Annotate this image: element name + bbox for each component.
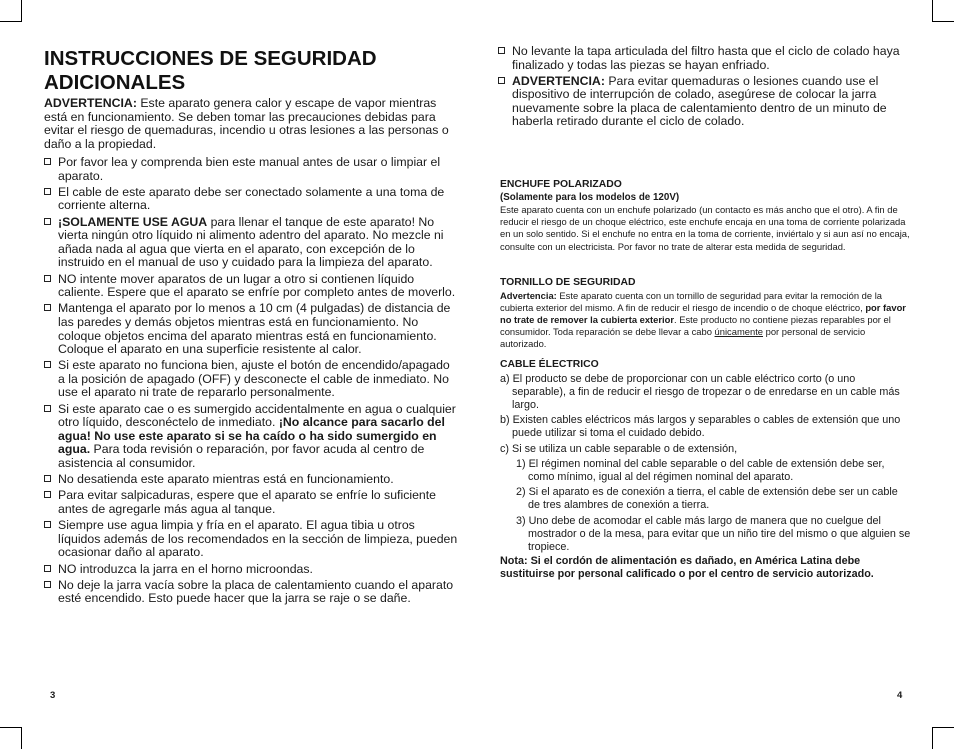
crop-mark: [932, 0, 933, 22]
crop-mark: [21, 728, 22, 749]
cord-item-c: c) Si se utiliza un cable separable o de extensión,: [500, 442, 738, 455]
safety-list-continued: [498, 45, 914, 132]
checkbox-icon: [44, 158, 51, 165]
section-heading: ENCHUFE POLARIZADO: [500, 179, 622, 190]
list-item: NO introduzca la jarra en el horno microondas.: [44, 563, 458, 577]
checkbox-icon: [44, 275, 51, 282]
section-heading: TORNILLO DE SEGURIDAD: [500, 277, 636, 288]
crop-mark: [932, 728, 933, 749]
crop-mark: [0, 21, 22, 22]
crop-mark: [0, 727, 22, 728]
list-item: Mantenga el aparato por lo menos a 10 cm (4 pulgadas) de distancia de las paredes y demás objetos mientras está en funcionamiento. No coloque objetos encima del aparato mientras está en funcionamiento. Coloque el aparato en una superficie resistente al calor.: [44, 302, 458, 356]
checkbox-icon: [44, 581, 51, 588]
section-text: Advertencia: Este aparato cuenta con un tornillo de seguridad para evitar la remoción de la cubierta exterior del mismo. A fin de reducir el riesgo de incendio o de choque eléctrico, por favor no trate de remover la cubierta exterior. Este producto no contiene piezas reparables por el consumidor. Toda reparación se debe llevar a cabo únicamente por personal de servicio autorizado.: [500, 289, 906, 350]
list-item: Si este aparato cae o es sumergido accidentalmente en agua o cualquier otro líquido, desconéctelo de inmediato. ¡No alcance para sacarlo del agua! No use este aparato si se ha caído o ha sido sumergido en agua. Para toda revisión o reparación, por favor acuda al centro de asistencia al consumidor.: [44, 403, 458, 471]
safety-screw-section: [500, 277, 912, 351]
page-number-right: 4: [897, 690, 903, 701]
checkbox-icon: [44, 521, 51, 528]
list-item: No deje la jarra vacía sobre la placa de calentamiento cuando el aparato esté encendido. Esto puede hacer que la jarra se raje o se dañe.: [44, 579, 458, 606]
checkbox-icon: [44, 405, 51, 412]
warning-label: ADVERTENCIA:: [44, 96, 137, 110]
electric-cord-section: [500, 359, 912, 582]
safety-list: [44, 156, 458, 609]
section-text: Este aparato cuenta con un enchufe polarizado (un contacto es más ancho que el otro). A fin de reducir el riesgo de un choque eléctrico, este enchufe encaja en una toma de corriente polarizada en un solo sentido. Si el enchufe no entra en la toma de corriente, inviértalo y si aun así no encaja, consulte con un electricista. Por favor no trate de alterar esta medida de seguridad.: [500, 204, 910, 252]
polarized-plug-section: [500, 179, 912, 253]
checkbox-icon: [44, 361, 51, 368]
list-item: Por favor lea y comprenda bien este manual antes de usar o limpiar el aparato.: [44, 156, 458, 183]
cord-item-b: b) Existen cables eléctricos más largos y separables o cables de extensión que uno puede utilizar si toma el cuidado debido.: [500, 414, 901, 440]
list-item: El cable de este aparato debe ser conectado solamente a una toma de corriente alterna.: [44, 186, 458, 213]
cord-subitem-1: 1) El régimen nominal del cable separable o del cable de extensión debe ser, como mínimo, igual al del régimen nominal del aparato.: [516, 457, 885, 484]
section-heading: CABLE ÉLECTRICO: [500, 359, 599, 370]
list-item: NO intente mover aparatos de un lugar a otro si contienen líquido caliente. Espere que el aparato se enfríe por completo antes de moverlo.: [44, 273, 458, 300]
checkbox-icon: [44, 304, 51, 311]
list-item: No desatienda este aparato mientras está en funcionamiento.: [44, 473, 458, 487]
crop-mark: [932, 727, 954, 728]
cord-subitem-3: 3) Uno debe de acomodar el cable más largo de manera que no cuelgue del mostrador o de la mesa, para evitar que un niño tire del mismo o que alguien se tropiece.: [516, 514, 911, 554]
crop-mark: [21, 0, 22, 22]
checkbox-icon: [44, 188, 51, 195]
cord-note: Nota: Si el cordón de alimentación es dañado, en América Latina debe sustituirse por personal calificado o por el centro de servicio autorizado.: [500, 555, 874, 581]
checkbox-icon: [44, 475, 51, 482]
checkbox-icon: [44, 491, 51, 498]
intro-warning: [44, 97, 458, 151]
crop-mark: [932, 21, 954, 22]
checkbox-icon: [44, 565, 51, 572]
page-title: INSTRUCCIONES DE SEGURIDAD ADICIONALES: [44, 47, 377, 94]
warning-text: Este aparato genera calor y escape de vapor mientras está en funcionamiento. Se deben tomar las precauciones debidas para evitar el riesgo de quemaduras, incendio u otras lesiones a las personas o daño a la propiedad.: [44, 96, 449, 151]
list-item: ADVERTENCIA: Para evitar quemaduras o lesiones cuando use el dispositivo de interrupción de colado, asegúrese de colocar la jarra nuevamente sobre la placa de calentamiento dentro de un minuto de haberla retirado durante el ciclo de colado.: [498, 75, 914, 129]
list-item: Para evitar salpicaduras, espere que el aparato se enfríe lo suficiente antes de agregarle más agua al tanque.: [44, 489, 458, 516]
checkbox-icon: [498, 77, 505, 84]
checkbox-icon: [44, 218, 51, 225]
cord-subitem-2: 2) Si el aparato es de conexión a tierra, el cable de extensión debe ser un cable de tres alambres de conexión a tierra.: [516, 486, 898, 512]
list-item: Siempre use agua limpia y fría en el aparato. El agua tibia u otros líquidos además de los recomendados en la sección de limpieza, pueden ocasionar daño al aparato.: [44, 519, 458, 560]
list-item: Si este aparato no funciona bien, ajuste el botón de encendido/apagado a la posición de apagado (OFF) y desconecte el cable de inmediato. No use el aparato ni trate de repararlo personalmente.: [44, 359, 458, 400]
checkbox-icon: [498, 47, 505, 54]
list-item: No levante la tapa articulada del filtro hasta que el ciclo de colado haya finalizado y todas las piezas se hayan enfriado.: [498, 45, 914, 72]
cord-item-a: a) El producto se debe de proporcionar con un cable eléctrico corto (o uno separable), a fin de reducir el riesgo de tropezar o de enredarse en un cable más largo.: [500, 372, 900, 411]
section-subheading: (Solamente para los modelos de 120V): [500, 191, 680, 203]
list-item: ¡SOLAMENTE USE AGUA para llenar el tanque de este aparato! No vierta ningún otro líquido ni alimento adentro del aparato. No mezcle ni añada nada al agua que vierta en el aparato, con excepción de lo instruido en el manual de uso y cuidado para la limpieza del aparato.: [44, 216, 458, 270]
page-number-left: 3: [50, 690, 56, 701]
